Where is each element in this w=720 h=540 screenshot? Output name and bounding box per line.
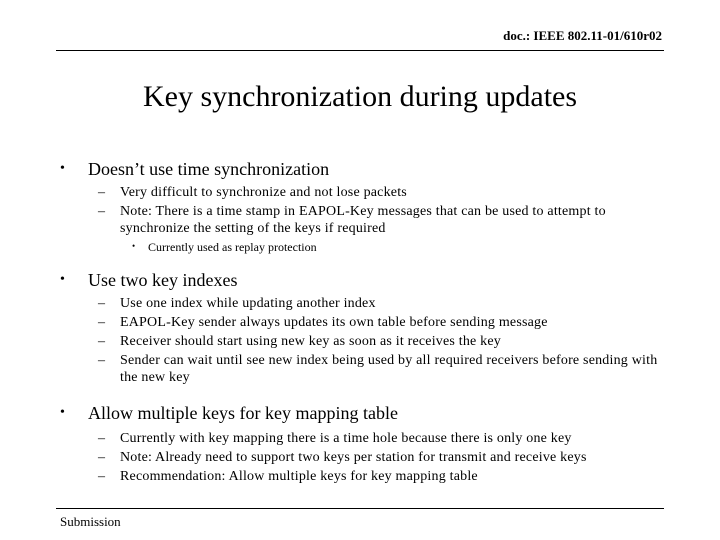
dash-icon: – (98, 469, 106, 484)
dash-icon: – (98, 353, 106, 368)
sub-sub-bullet-text: Currently used as replay protection (148, 240, 317, 254)
bullet-icon: • (60, 161, 65, 176)
dash-icon: – (98, 204, 106, 219)
sub-bullet-item (60, 184, 670, 201)
slide-title: Key synchronization during updates (142, 80, 578, 113)
dash-icon: – (98, 450, 106, 465)
sub-bullet-text: Use one index while updating another index (120, 296, 376, 311)
sub-bullet-text: Very difficult to synchronize and not lose packets (120, 185, 407, 200)
sub-bullet-item (60, 295, 670, 312)
sub-bullet-text: Note: There is a time stamp in EAPOL-Key messages that can be used to attempt to synchronize the setting of the keys if required (120, 204, 606, 236)
bullet-icon: • (60, 272, 65, 287)
sub-bullet-text: Currently with key mapping there is a time hole because there is only one key (120, 431, 572, 446)
bullet-text: Allow multiple keys for key mapping table (88, 403, 398, 423)
sub-bullet-text: Sender can wait until see new index being used by all required receivers before sending with the new key (120, 353, 658, 385)
sub-bullet-text: EAPOL-Key sender always updates its own table before sending message (120, 315, 548, 330)
dash-icon: – (98, 185, 106, 200)
sub-bullet-text: Recommendation: Allow multiple keys for key mapping table (120, 469, 478, 484)
bullet-item (60, 158, 670, 180)
header-divider (56, 50, 664, 51)
bullet-item (60, 402, 670, 424)
sub-bullet-item (60, 333, 670, 350)
sub-bullet-item (60, 468, 670, 485)
sub-bullet-item (60, 203, 670, 237)
doc-id-header: doc.: IEEE 802.11-01/610r02 (503, 28, 662, 43)
sub-bullet-item (60, 352, 670, 386)
sub-sub-bullet-item (60, 239, 670, 255)
bullet-item (60, 269, 670, 291)
dash-icon: – (98, 296, 106, 311)
sub-bullet-text: Note: Already need to support two keys per station for transmit and receive keys (120, 450, 587, 465)
bullet-icon: • (60, 405, 65, 420)
sub-bullet-item (60, 449, 670, 466)
sub-bullet-text: Receiver should start using new key as soon as it receives the key (120, 334, 501, 349)
slide-body (60, 158, 670, 485)
sub-bullet-item (60, 430, 670, 447)
footer-divider (56, 508, 664, 509)
bullet-text: Use two key indexes (88, 270, 238, 290)
sub-bullet-item (60, 314, 670, 331)
dash-icon: – (98, 315, 106, 330)
dash-icon: – (98, 431, 106, 446)
footer-label: Submission (60, 514, 121, 529)
bullet-text: Doesn’t use time synchronization (88, 159, 330, 179)
bullet-icon: • (132, 241, 136, 251)
dash-icon: – (98, 334, 106, 349)
